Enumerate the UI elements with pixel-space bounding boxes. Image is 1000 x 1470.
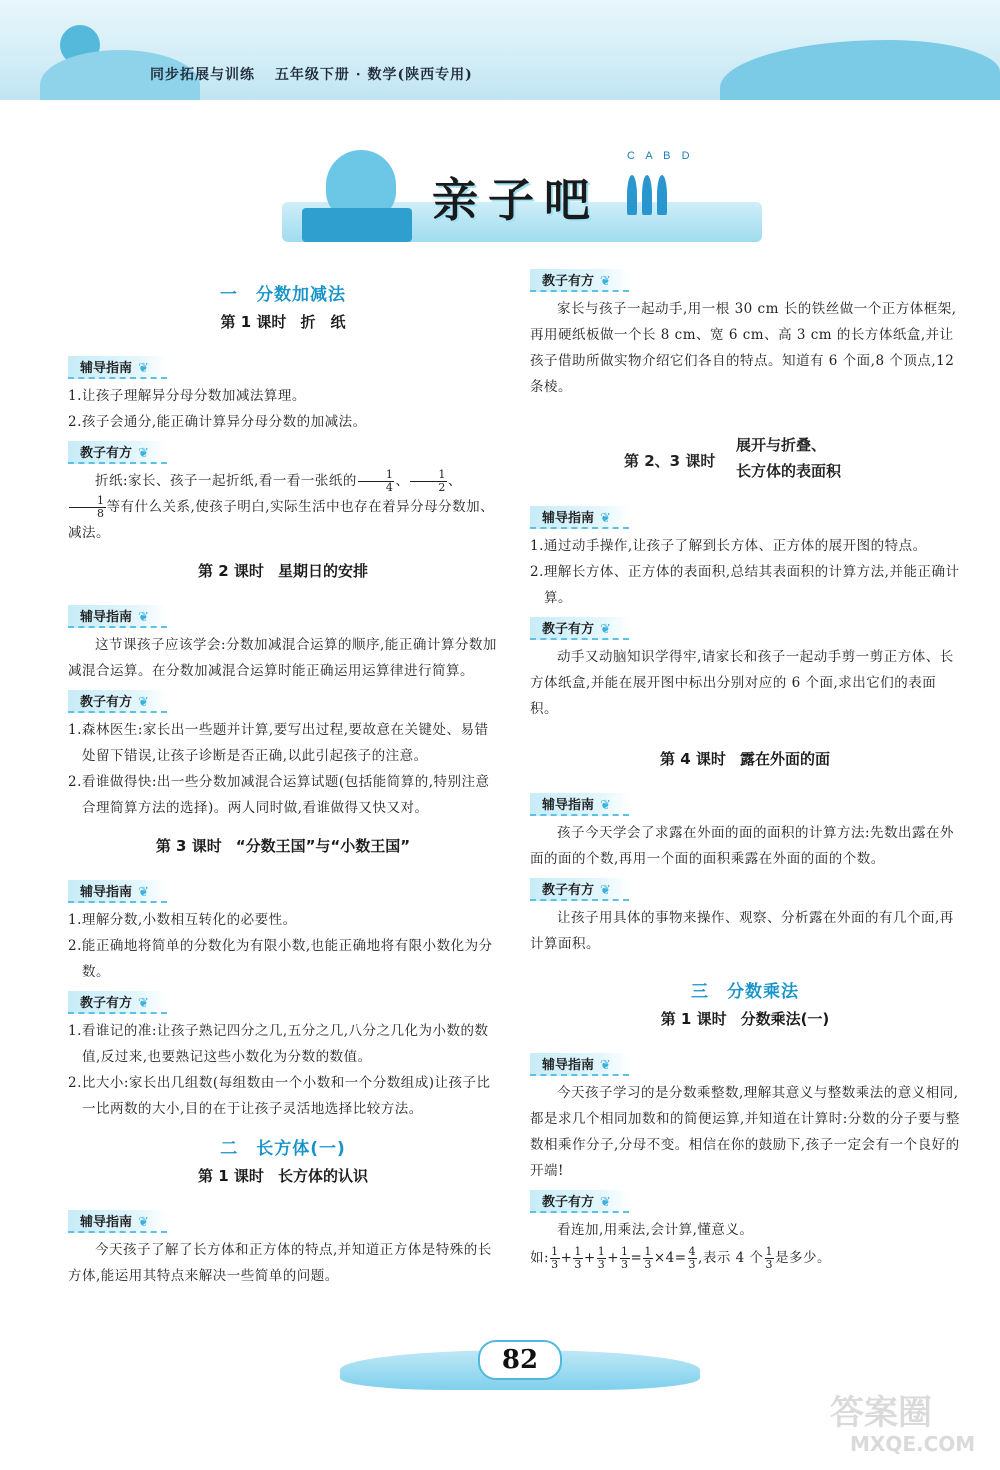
guide-item: 2.理解长方体、正方体的表面积,总结其表面积的计算方法,并能正确计算。 xyxy=(530,564,960,606)
teach-item: 2.看谁做得快:出一些分数加减混合运算试题(包括能简算的,特别注意合理简算方法的选择)。两人同时做,看谁做得又快又对。 xyxy=(68,774,490,816)
guide-paragraph: 今天孩子学习的是分数乘整数,理解其意义与整数乘法的意义相同,都是求几个相同加数和的简便运算,并知道在计算时:分数的分子要与整数相乘作分子,分母不变。相信在你的鼓励下,孩子一定会有一个良好的开端! xyxy=(530,1085,960,1179)
unit-title: 二 长方体(一) xyxy=(220,1139,346,1159)
grade-subject: 五年级下册 · 数学(陕西专用) xyxy=(274,67,473,83)
teach-item: 2.比大小:家长出几组数(每组数由一个小数和一个分数组成)让孩子比一比两数的大小,目的在于让孩子灵活地选择比较方法。 xyxy=(68,1075,491,1117)
leaf-icon: ❦ xyxy=(138,610,149,625)
guide-item: 1.让孩子理解异分母分数加减法算理。 xyxy=(68,388,306,404)
right-column xyxy=(530,270,960,1273)
teach-tag: 教子有方 ❦ xyxy=(530,1190,629,1213)
teach-paragraph: 动手又动脑知识学得牢,请家长和孩子一起动手剪一剪正方体、长方体纸盒,并能在展开图中标出分别对应的 6 个面,求出它们的表面积。 xyxy=(530,649,954,717)
guide-tag: 辅导指南 ❦ xyxy=(530,1053,629,1076)
guide-paragraph: 这节课孩子应该学会:分数加减混合运算的顺序,能正确计算分数加减混合运算。在分数加减混合运算时能正确运用运算律进行简算。 xyxy=(68,637,497,679)
fraction: $\frac{1}{8}$ xyxy=(69,495,106,520)
guide-item: 1.通过动手操作,让孩子了解到长方体、正方体的展开图的特点。 xyxy=(530,538,927,554)
watermark-url: MXQE.COM xyxy=(850,1432,976,1456)
teach-item: 1.森林医生:家长出一些题并计算,要写出过程,要故意在关键处、易错处留下错误,让孩子诊断是否正确,以此引起孩子的注意。 xyxy=(68,722,489,764)
unit-title: 三 分数乘法 xyxy=(691,982,799,1002)
leaf-icon: ❦ xyxy=(138,361,149,376)
book-icon xyxy=(302,208,412,242)
lesson-title: 第 1 课时 长方体的认识 xyxy=(198,1167,368,1185)
tree-icon xyxy=(627,175,637,215)
leaf-icon: ❦ xyxy=(600,1195,611,1210)
leaf-icon: ❦ xyxy=(600,274,611,289)
guide-paragraph: 今天孩子了解了长方体和正方体的特点,并知道正方体是特殊的长方体,能运用其特点来解决一些简单的问题。 xyxy=(68,1242,492,1284)
guide-paragraph: 孩子今天学会了求露在外面的面的面积的计算方法:先数出露在外面的面的个数,再用一个面的面积乘露在外面的面的个数。 xyxy=(530,825,955,867)
leaf-icon: ❦ xyxy=(600,1058,611,1073)
teach-paragraph: 看连加,用乘法,会计算,懂意义。 xyxy=(557,1222,754,1238)
guide-tag: 辅导指南 ❦ xyxy=(68,356,167,379)
guide-item: 2.能正确地将简单的分数化为有限小数,也能正确地将有限小数化为分数。 xyxy=(68,938,493,980)
section-banner xyxy=(282,150,762,245)
lesson-title: 第 1 课时 分数乘法(一) xyxy=(660,1010,830,1028)
hill-decoration xyxy=(720,40,1000,100)
lesson-title: 第 3 课时 “分数王国”与“小数王国” xyxy=(155,837,411,855)
book-title xyxy=(150,64,487,84)
banner-letters: C A B D xyxy=(627,150,694,162)
example-equation: 如: $\frac{1}{3}$ + $\frac{1}{3}$ + $\frac{1}{3}$ + $\frac{1}{3}$ = $\frac{1}{3}$ ×4= $\frac{4}{3}$ ,表示 4 个 $\frac{1}{3}$ 是多少。 xyxy=(530,1245,831,1271)
banner-title: 亲子吧 xyxy=(432,173,600,227)
leaf-icon: ❦ xyxy=(600,622,611,637)
teach-tag: 教子有方 ❦ xyxy=(530,269,629,292)
lesson-title: 第 2 课时 星期日的安排 xyxy=(198,562,368,580)
unit-title: 一 分数加减法 xyxy=(220,285,346,305)
teach-tag: 教子有方 ❦ xyxy=(530,878,629,901)
page-number: 82 xyxy=(478,1340,562,1380)
left-column xyxy=(68,270,498,1289)
guide-item: 2.孩子会通分,能正确计算异分母分数的加减法。 xyxy=(68,414,367,430)
teach-paragraph: 家长与孩子一起动手,用一根 30 cm 长的铁丝做一个正方体框架,再用硬纸板做一个长 8 cm、宽 6 cm、高 3 cm 的长方体纸盒,并让孩子借助所做实物介绍它们各自的特点。知道有 6 个面,8 个顶点,12 条棱。 xyxy=(530,301,957,395)
teach-tag: 教子有方 ❦ xyxy=(68,441,167,464)
leaf-icon: ❦ xyxy=(138,446,149,461)
guide-item: 1.理解分数,小数相互转化的必要性。 xyxy=(68,912,297,928)
guide-tag: 辅导指南 ❦ xyxy=(68,880,167,903)
teach-tag: 教子有方 ❦ xyxy=(68,690,167,713)
fraction: $\frac{1}{2}$ xyxy=(410,469,447,494)
teach-paragraph: 折纸:家长、孩子一起折纸,看一看一张纸的 $\frac{1}{4}$ 、 $\frac{1}{2}$ 、 $\frac{1}{8}$ 等有什么关系,使孩子明白,实际生活中也存在着异分母分数加、减法。 xyxy=(68,468,495,541)
lesson-title: 第 1 课时 折 纸 xyxy=(220,313,346,331)
teach-item: 1.看谁记的准:让孩子熟记四分之几,五分之几,八分之几化为小数的数值,反过来,也要熟记这些小数化为分数的数值。 xyxy=(68,1023,489,1065)
guide-tag: 辅导指南 ❦ xyxy=(530,506,629,529)
page-footer xyxy=(340,1330,700,1390)
lesson-title: 第 2、3 课时 展开与折叠、 长方体的表面积 xyxy=(624,436,842,480)
teach-tag: 教子有方 ❦ xyxy=(530,617,629,640)
leaf-icon: ❦ xyxy=(600,511,611,526)
header-band xyxy=(0,0,1000,100)
leaf-icon: ❦ xyxy=(138,996,149,1011)
guide-tag: 辅导指南 ❦ xyxy=(68,605,167,628)
fraction: $\frac{1}{4}$ xyxy=(358,469,395,494)
watermark-logo: 答案圈 xyxy=(830,1393,932,1433)
leaf-icon: ❦ xyxy=(600,883,611,898)
guide-tag: 辅导指南 ❦ xyxy=(68,1210,167,1233)
teach-paragraph: 让孩子用具体的事物来操作、观察、分析露在外面的有几个面,再计算面积。 xyxy=(530,910,954,952)
lesson-title: 第 4 课时 露在外面的面 xyxy=(660,750,830,768)
series-name: 同步拓展与训练 xyxy=(150,67,255,83)
tree-icon xyxy=(657,175,667,215)
teach-tag: 教子有方 ❦ xyxy=(68,991,167,1014)
leaf-icon: ❦ xyxy=(138,695,149,710)
leaf-icon: ❦ xyxy=(138,885,149,900)
tree-icon xyxy=(642,175,652,215)
leaf-icon: ❦ xyxy=(600,798,611,813)
guide-tag: 辅导指南 ❦ xyxy=(530,793,629,816)
leaf-icon: ❦ xyxy=(138,1215,149,1230)
